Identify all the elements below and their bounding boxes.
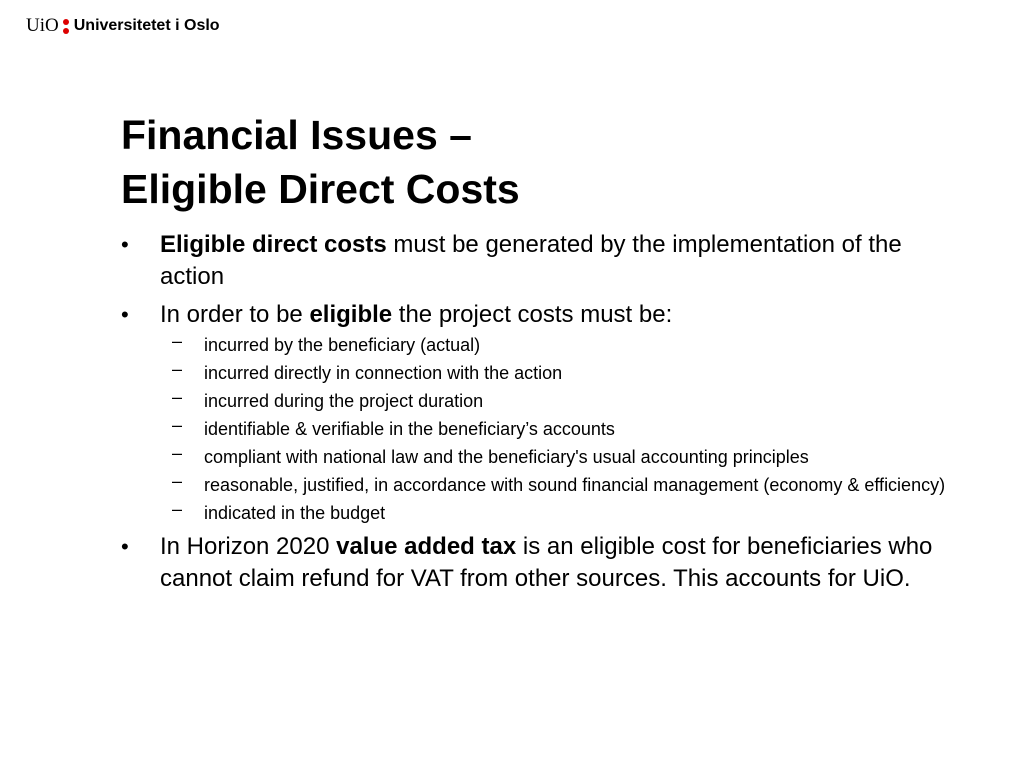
uio-logo — [26, 14, 220, 38]
title-line-2: Eligible Direct Costs — [121, 166, 520, 212]
sub-bullet-item — [160, 361, 971, 385]
bullet-text: In Horizon 2020 — [160, 533, 337, 560]
bullet-bold-text: value added tax — [336, 533, 517, 560]
bullet-bold-text: Eligible direct costs — [160, 231, 387, 258]
dash-icon: – — [172, 331, 183, 351]
bullet-list — [121, 229, 971, 595]
logo-uio-text: UiO — [26, 15, 59, 36]
bullet-text: In order to be — [160, 301, 310, 328]
bullet-bold-text: eligible — [309, 301, 393, 328]
bullet-item — [121, 531, 971, 595]
sub-bullet-text: indicated in the budget — [204, 503, 386, 523]
dash-icon: – — [172, 499, 183, 519]
bullet-text: must be generated by the implementation of the action — [160, 231, 902, 290]
dash-icon: – — [172, 359, 183, 379]
dash-icon: – — [172, 471, 183, 491]
sub-bullet-item — [160, 389, 971, 413]
sub-bullet-item — [160, 333, 971, 357]
bullet-icon: • — [121, 232, 129, 257]
logo-colon-icon — [63, 18, 69, 34]
bullet-icon: • — [121, 302, 129, 327]
sub-bullet-text: incurred during the project duration — [204, 391, 484, 411]
slide-content — [121, 229, 971, 601]
sub-bullet-item — [160, 417, 971, 441]
sub-bullet-item — [160, 445, 971, 469]
dash-icon: – — [172, 387, 183, 407]
sub-bullet-text: incurred by the beneficiary (actual) — [204, 335, 481, 355]
bullet-item — [121, 299, 971, 525]
dash-icon: – — [172, 443, 183, 463]
bullet-icon: • — [121, 534, 129, 559]
sub-bullet-item — [160, 501, 971, 525]
bullet-text: the project costs must be: — [392, 301, 673, 328]
dash-icon: – — [172, 415, 183, 435]
sub-bullet-list — [160, 333, 971, 525]
logo-university-name: Universitetet i Oslo — [73, 17, 220, 34]
sub-bullet-item — [160, 473, 971, 497]
sub-bullet-text: incurred directly in connection with the action — [204, 363, 563, 383]
title-line-1: Financial Issues – — [121, 112, 472, 158]
slide-title — [121, 108, 961, 216]
sub-bullet-text: compliant with national law and the beneficiary's usual accounting principles — [204, 447, 809, 467]
bullet-item — [121, 229, 971, 293]
sub-bullet-text: reasonable, justified, in accordance with sound financial management (economy & efficiency) — [204, 475, 946, 495]
bullet-text: is an eligible cost for beneficiaries who cannot claim refund for VAT from other sources. This accounts for UiO. — [160, 533, 933, 592]
sub-bullet-text: identifiable & verifiable in the beneficiary’s accounts — [204, 419, 615, 439]
